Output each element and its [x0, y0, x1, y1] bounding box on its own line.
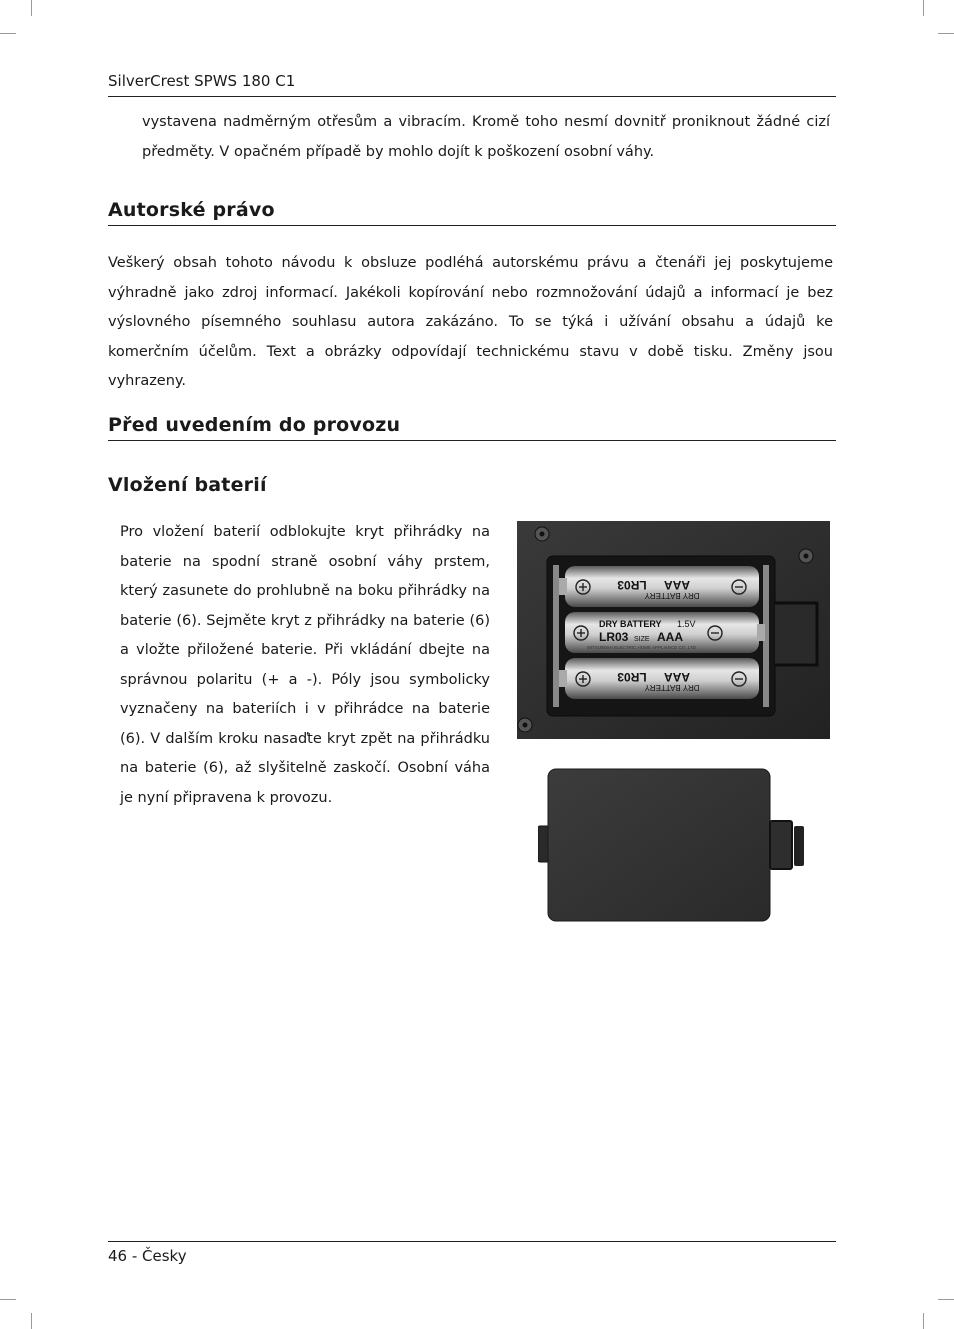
screw-icon — [535, 527, 549, 541]
svg-text:SIZE: SIZE — [634, 636, 650, 643]
svg-text:MITSUBISHI ELECTRIC HOME APPLI: MITSUBISHI ELECTRIC HOME APPLIANCE CO.,LTD. — [587, 645, 698, 650]
svg-text:DRY BATTERY: DRY BATTERY — [644, 683, 700, 692]
copyright-paragraph: Veškerý obsah tohoto návodu k obsluze podléhá autorskému právu a čtenáři jej poskytujeme výhradně jako zdroj informací. Jakékoli kopírování nebo rozmnožování údajů a informací je bez výslovného písemného souhlasu autora zakázáno. To se týká i užívání obsahu a údajů ke komerčním účelům. Text a obrázky odpovídají technickému stavu v době tisku. Změny jsou vyhrazeny. — [108, 255, 833, 389]
header-title: SilverCrest SPWS 180 C1 — [108, 72, 296, 90]
screw-icon — [799, 549, 813, 563]
crop-mark — [938, 1299, 954, 1300]
svg-text:DRY BATTERY: DRY BATTERY — [599, 619, 662, 629]
page-header — [108, 70, 836, 97]
heading-before-use: Před uvedením do provozu — [108, 414, 836, 441]
crop-mark — [31, 1313, 32, 1329]
battery-paragraph: Pro vložení baterií odblokujte kryt přihrádky na baterie na spodní straně osobní váhy prstem, který zasunete do prohlubně na boku přihrádky na baterie (6). Sejměte kryt z přihrádky na baterie (6) a vložte přiložené baterie. Při vkládání dbejte na správnou polaritu (+ a -). Póly jsou symbolicky vyznačeny na bateriích i v přihrádce na baterie (6). V dalším kroku nasaďte kryt zpět na přihrádku na baterie (6), až slyšitelně zaskočí. Osobní váha je nyní připravena k provozu. — [120, 524, 490, 806]
battery — [565, 612, 765, 653]
battery-compartment-photo — [517, 521, 830, 739]
svg-text:1.5V: 1.5V — [677, 619, 696, 629]
crop-mark — [923, 0, 924, 16]
screw-icon — [518, 718, 532, 732]
svg-text:LR03: LR03 — [617, 670, 647, 684]
crop-mark — [0, 1299, 16, 1300]
heading-copyright: Autorské právo — [108, 199, 836, 226]
svg-text:LR03: LR03 — [599, 630, 629, 644]
battery — [559, 658, 759, 699]
crop-mark — [31, 0, 32, 16]
page-number: 46 - Česky — [108, 1247, 187, 1265]
page-footer — [108, 1241, 836, 1265]
battery-cover-photo — [538, 766, 806, 924]
svg-text:DRY BATTERY: DRY BATTERY — [644, 591, 700, 600]
svg-text:AAA: AAA — [664, 578, 690, 592]
svg-text:LR03: LR03 — [617, 578, 647, 592]
svg-text:AAA: AAA — [664, 670, 690, 684]
battery — [559, 566, 759, 607]
crop-mark — [938, 33, 954, 34]
crop-mark — [923, 1313, 924, 1329]
svg-text:AAA: AAA — [657, 630, 683, 644]
heading-battery-insert: Vložení baterií — [108, 474, 267, 496]
crop-mark — [0, 33, 16, 34]
intro-paragraph: vystavena nadměrným otřesům a vibracím. Kromě toho nesmí dovnitř proniknout žádné cizí předměty. V opačném případě by mohlo dojít k poškození osobní váhy. — [142, 114, 830, 160]
